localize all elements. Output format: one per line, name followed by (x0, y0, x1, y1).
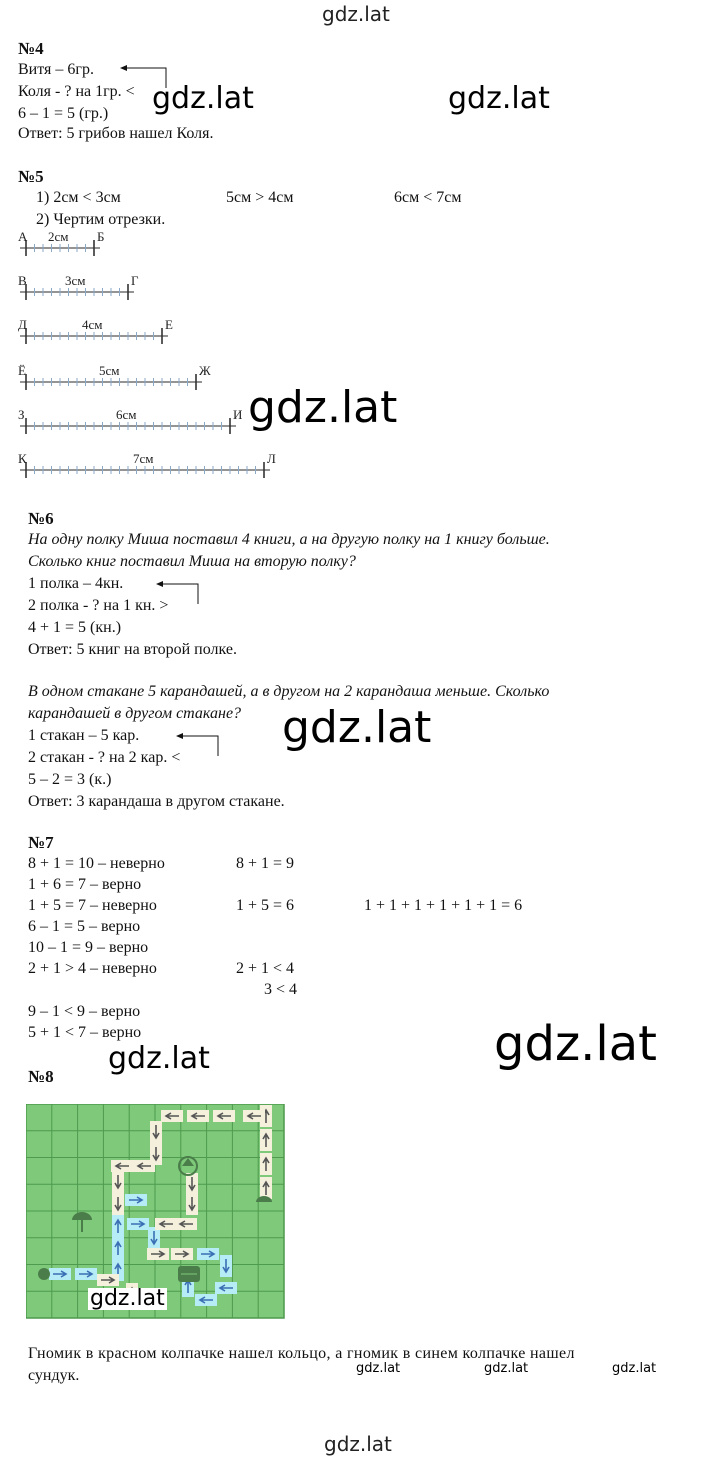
segment-start-label: Ё (18, 363, 26, 378)
answer-text: Гномик в красном колпачке нашел кольцо, а гномик в синем колпачке нашел (28, 1345, 575, 1362)
problem-text: На одну полку Миша поставил 4 книги, а на другую полку на 1 книгу больше. (28, 531, 550, 548)
task-7-heading: №7 (28, 833, 54, 852)
arrow-icon (174, 726, 224, 760)
segment-length-label: 6см (116, 407, 137, 422)
watermark: gdz.lat (448, 81, 550, 116)
comparison: 5см > 4см (226, 189, 294, 206)
ring-icon (38, 1268, 50, 1280)
watermark: gdz.lat (494, 1016, 657, 1072)
task-4-line: 6 – 1 = 5 (гр.) (18, 105, 109, 122)
equation-row: 5 + 1 < 7 – верно (28, 1024, 142, 1041)
correction: 8 + 1 = 9 (236, 855, 295, 872)
comparison: 6см < 7см (394, 189, 462, 206)
segment-end-label: Е (165, 317, 173, 332)
watermark: gdz.lat (248, 382, 398, 433)
task-6-heading: №6 (28, 509, 54, 528)
equation-row: 8 + 1 = 10 – неверно (28, 855, 165, 872)
segment-end-label: Ж (199, 363, 211, 378)
solution-answer: Ответ: 3 карандаша в другом стакане. (28, 793, 285, 810)
segment-length-label: 4см (82, 317, 103, 332)
watermark: gdz.lat (324, 1432, 392, 1456)
solution-line: 5 – 2 = 3 (к.) (28, 771, 112, 788)
equation-row: 6 – 1 = 5 – верно (28, 918, 141, 935)
solution-answer: Ответ: 5 книг на второй полке. (28, 641, 237, 658)
solution-line: 4 + 1 = 5 (кн.) (28, 619, 122, 636)
problem-text: В одном стакане 5 карандашей, а в другом на 2 карандаша меньше. Сколько (28, 683, 550, 700)
correction: 1 + 5 = 6 (236, 897, 295, 914)
segment-start-label: В (18, 273, 27, 288)
task-4-line: Витя – 6гр. (18, 61, 94, 78)
equation-row: 10 – 1 = 9 – верно (28, 939, 149, 956)
answer-text: сундук. (28, 1367, 80, 1384)
segment-start-label: К (18, 451, 27, 466)
problem-text: Сколько книг поставил Миша на вторую полку? (28, 553, 356, 570)
watermark: gdz.lat (484, 1361, 529, 1376)
correction: 3 < 4 (264, 981, 298, 998)
chest-icon (178, 1266, 200, 1282)
segment-start-label: З (18, 407, 25, 422)
segment-start-label: Д (18, 317, 27, 332)
correction: 2 + 1 < 4 (236, 960, 295, 977)
segment-end-label: Б (97, 229, 105, 244)
equation-row: 2 + 1 > 4 – неверно (28, 960, 157, 977)
segment-length-label: 2см (48, 229, 69, 244)
equation-row: 9 – 1 < 9 – верно (28, 1003, 141, 1020)
equation-row: 1 + 6 = 7 – верно (28, 876, 142, 893)
solution-line: 2 полка - ? на 1 кн. > (28, 597, 169, 614)
correction: 1 + 1 + 1 + 1 + 1 + 1 = 6 (364, 897, 523, 914)
segment-end-label: И (233, 407, 243, 422)
watermark: gdz.lat (612, 1361, 657, 1376)
segment-end-label: Л (267, 451, 276, 466)
solution-line: 1 полка – 4кн. (28, 575, 124, 592)
segment-length-label: 5см (99, 363, 120, 378)
task-5-heading: №5 (18, 167, 44, 186)
watermark: gdz.lat (282, 702, 432, 753)
segment-length-label: 7см (133, 451, 154, 466)
comparison: 1) 2см < 3см (36, 189, 121, 206)
segment-start-label: А (18, 229, 28, 244)
solution-line: 1 стакан – 5 кар. (28, 727, 140, 744)
segments-drawing (0, 228, 300, 478)
task-4-heading: №4 (18, 39, 44, 58)
task-8-heading: №8 (28, 1067, 54, 1086)
task-5-instruction: 2) Чертим отрезки. (36, 211, 166, 228)
watermark: gdz.lat (90, 1286, 165, 1311)
task-4-line: Коля - ? на 1гр. < (18, 83, 135, 100)
watermark: gdz.lat (152, 81, 254, 116)
watermark: gdz.lat (322, 2, 390, 26)
segment-length-label: 3см (65, 273, 86, 288)
task-4-answer: Ответ: 5 грибов нашел Коля. (18, 125, 214, 142)
problem-text: карандашей в другом стакане? (28, 705, 242, 722)
solution-line: 2 стакан - ? на 2 кар. < (28, 749, 181, 766)
watermark: gdz.lat (108, 1041, 210, 1076)
segment-end-label: Г (131, 273, 139, 288)
watermark: gdz.lat (356, 1361, 401, 1376)
equation-row: 1 + 5 = 7 – неверно (28, 897, 157, 914)
